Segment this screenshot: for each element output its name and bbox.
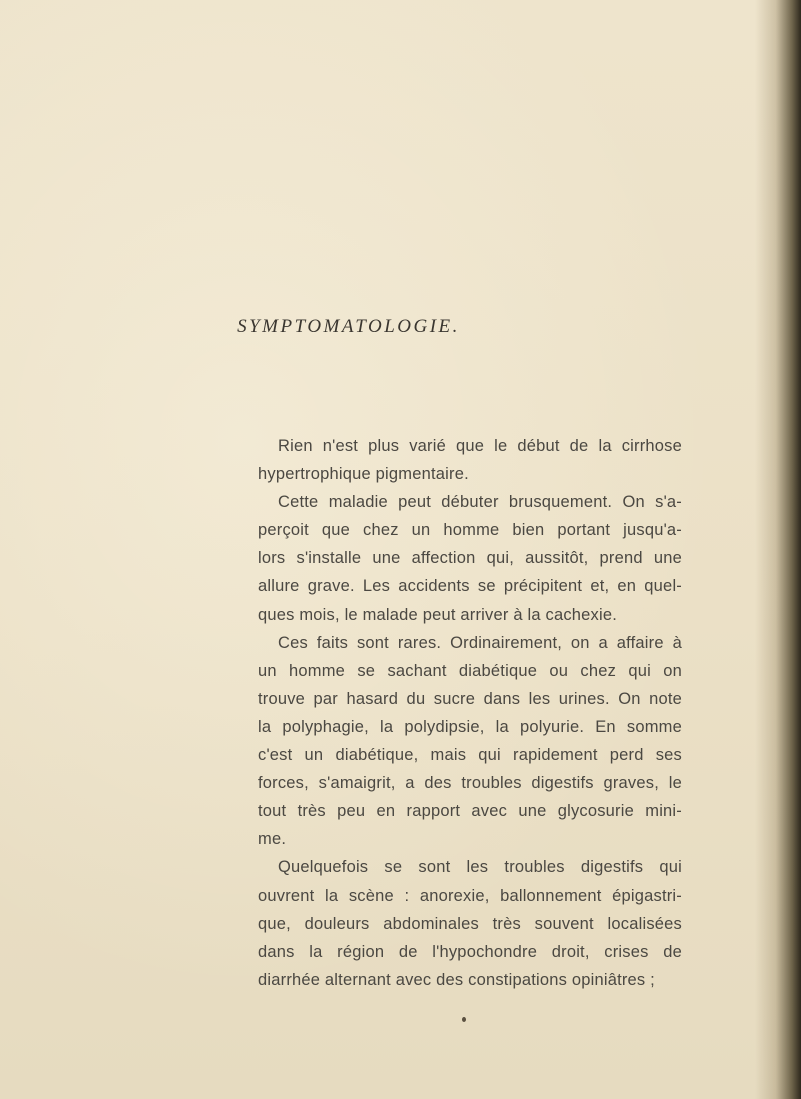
heading-text: SYMPTOMATOLOGIE. (237, 316, 460, 337)
page-heading (0, 316, 801, 338)
text-line: me. (258, 830, 287, 849)
text-line: Quelquefois se sont les troubles digestifs qui (278, 858, 682, 877)
text-line: Cette maladie peut débuter brusquement. On s'a- (278, 493, 682, 512)
text-line: trouve par hasard du sucre dans les urines. On note (258, 689, 682, 708)
paragraph (258, 853, 682, 993)
body-text (258, 432, 682, 994)
text-line: ques mois, le malade peut arriver à la cachexie. (258, 605, 618, 624)
text-line: diarrhée alternant avec des constipations opiniâtres ; (258, 970, 655, 989)
text-line: ouvrent la scène : anorexie, ballonnement épigastri- (258, 886, 682, 905)
text-line: forces, s'amaigrit, a des troubles digestifs graves, le (258, 774, 682, 793)
text-line: lors s'installe une affection qui, aussitôt, prend une (258, 549, 682, 568)
text-line: perçoit que chez un homme bien portant jusqu'a- (258, 521, 682, 540)
paragraph (258, 432, 682, 488)
text-line: que, douleurs abdominales très souvent localisées (258, 914, 682, 933)
ink-speck (462, 1017, 466, 1022)
text-line: Rien n'est plus varié que le début de la cirrhose (278, 437, 682, 455)
text-line: c'est un diabétique, mais qui rapidement perd ses (258, 746, 682, 765)
text-line: hypertrophique pigmentaire. (258, 465, 469, 484)
text-line: la polyphagie, la polydipsie, la polyurie. En somme (258, 717, 682, 736)
text-line: Ces faits sont rares. Ordinairement, on a affaire à (278, 633, 682, 652)
paragraph (258, 629, 682, 854)
text-line: allure grave. Les accidents se précipitent et, en quel- (258, 577, 682, 596)
book-spine-shadow (755, 0, 801, 1099)
text-line: un homme se sachant diabétique ou chez qui on (258, 661, 682, 680)
text-line: dans la région de l'hypochondre droit, crises de (258, 942, 682, 961)
paragraph (258, 488, 682, 628)
text-line: tout très peu en rapport avec une glycosurie mini- (258, 802, 682, 821)
